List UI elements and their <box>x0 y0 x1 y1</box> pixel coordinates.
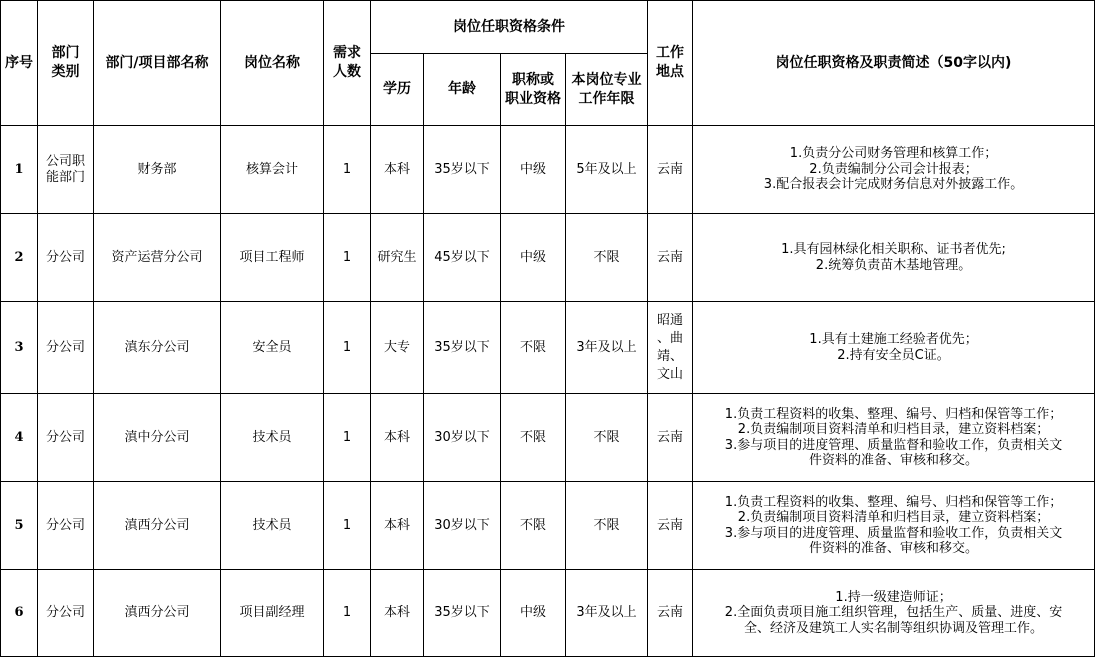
cell-location <box>648 482 693 570</box>
cell-dept-name: 滇西分公司 <box>94 570 221 657</box>
header-text: 职业资格 <box>505 90 561 107</box>
description-line: 3.参与项目的进度管理、质量监督和验收工作，负责相关文 <box>724 437 1063 453</box>
cell-location <box>648 570 693 657</box>
cell-position: 项目工程师 <box>221 214 324 302</box>
cell-position: 核算会计 <box>221 126 324 214</box>
cell-age: 35岁以下 <box>424 570 501 657</box>
cell-education: 大专 <box>371 302 424 394</box>
header-text: 地点 <box>656 64 684 80</box>
cell-dept-name: 滇东分公司 <box>94 302 221 394</box>
header-dept-category <box>38 1 94 126</box>
cell-headcount: 1 <box>324 214 371 302</box>
cell-dept-category <box>38 302 94 394</box>
description-line: 2.全面负责项目施工组织管理，包括生产、质量、进度、安 <box>724 605 1063 621</box>
cell-text: 分公司 <box>45 249 85 265</box>
header-text: 工作年限 <box>578 90 635 107</box>
table-row <box>1 482 1095 570</box>
cell-location <box>648 302 693 394</box>
cell-experience: 不限 <box>566 214 648 302</box>
header-text: 需求 <box>333 45 361 61</box>
description-line: 全、经济及建筑工人实名制等组织协调及管理工作。 <box>743 620 1043 636</box>
cell-title: 不限 <box>501 482 566 570</box>
cell-dept-name: 财务部 <box>94 126 221 214</box>
cell-title: 中级 <box>501 214 566 302</box>
cell-description <box>693 394 1095 482</box>
description-line: 1.持一级建造师证； <box>835 589 952 605</box>
header-text: 部门 <box>51 45 80 61</box>
cell-seq: 6 <box>1 570 38 657</box>
description-line: 2.负责编制分公司会计报表； <box>809 161 978 177</box>
table-row <box>1 570 1095 657</box>
cell-dept-name: 资产运营分公司 <box>94 214 221 302</box>
cell-position: 技术员 <box>221 394 324 482</box>
description-line: 件资料的准备、审核和移交。 <box>808 541 978 556</box>
header-location <box>648 1 693 126</box>
table-row <box>1 302 1095 394</box>
cell-seq: 2 <box>1 214 38 302</box>
cell-location <box>648 214 693 302</box>
description-line: 1.负责分公司财务管理和核算工作； <box>789 146 998 162</box>
cell-education: 研究生 <box>371 214 424 302</box>
cell-headcount: 1 <box>324 302 371 394</box>
cell-text: 、曲 <box>656 330 683 346</box>
cell-text: 云南 <box>656 517 683 533</box>
cell-seq: 1 <box>1 126 38 214</box>
cell-headcount: 1 <box>324 394 371 482</box>
cell-text: 分公司 <box>45 339 85 355</box>
cell-seq: 3 <box>1 302 38 394</box>
cell-headcount: 1 <box>324 570 371 657</box>
header-description: 岗位任职资格及职责简述（50字以内) <box>693 1 1095 126</box>
cell-dept-category <box>38 482 94 570</box>
cell-text: 云南 <box>656 605 683 620</box>
cell-text: 分公司 <box>45 429 85 445</box>
cell-headcount: 1 <box>324 126 371 214</box>
header-headcount <box>324 1 371 126</box>
description-line: 1.负责工程资料的收集、整理、编号、归档和保管等工作； <box>724 406 1063 422</box>
table-row <box>1 214 1095 302</box>
cell-text: 分公司 <box>45 517 85 533</box>
cell-position: 技术员 <box>221 482 324 570</box>
cell-description <box>693 126 1095 214</box>
cell-experience: 不限 <box>566 394 648 482</box>
cell-education: 本科 <box>371 482 424 570</box>
header-title <box>501 54 566 126</box>
header-text: 职称或 <box>512 71 554 88</box>
table-row <box>1 126 1095 214</box>
table-row <box>1 394 1095 482</box>
cell-seq: 5 <box>1 482 38 570</box>
cell-text: 分公司 <box>45 605 85 620</box>
cell-experience: 5年及以上 <box>566 126 648 214</box>
cell-text: 公司职 <box>45 153 85 169</box>
description-line: 3.配合报表会计完成财务信息对外披露工作。 <box>763 177 1024 193</box>
cell-text: 能部门 <box>45 169 85 185</box>
cell-dept-name: 滇西分公司 <box>94 482 221 570</box>
cell-experience: 3年及以上 <box>566 302 648 394</box>
cell-dept-category <box>38 570 94 657</box>
header-dept-name: 部门/项目部名称 <box>94 1 221 126</box>
header-text: 本岗位专业 <box>571 71 642 88</box>
cell-text: 云南 <box>656 161 683 177</box>
description-line: 2.负责编制项目资料清单和归档目录，建立资料档案； <box>737 510 1050 525</box>
cell-description <box>693 302 1095 394</box>
header-seq: 序号 <box>1 1 38 126</box>
cell-description <box>693 570 1095 657</box>
cell-text: 云南 <box>656 249 683 265</box>
description-line: 2.负责编制项目资料清单和归档目录，建立资料档案； <box>737 422 1050 437</box>
description-line: 2.持有安全员C证。 <box>837 347 950 363</box>
cell-dept-category <box>38 126 94 214</box>
cell-education: 本科 <box>371 394 424 482</box>
cell-location <box>648 394 693 482</box>
cell-experience: 3年及以上 <box>566 570 648 657</box>
cell-seq: 4 <box>1 394 38 482</box>
description-line: 2.统筹负责苗木基地管理。 <box>815 257 972 273</box>
description-line: 1.负责工程资料的收集、整理、编号、归档和保管等工作； <box>724 494 1063 510</box>
header-position: 岗位名称 <box>221 1 324 126</box>
cell-title: 中级 <box>501 570 566 657</box>
cell-title: 不限 <box>501 302 566 394</box>
cell-text: 靖、 <box>656 348 683 364</box>
cell-age: 30岁以下 <box>424 394 501 482</box>
header-education: 学历 <box>371 54 424 126</box>
cell-description <box>693 482 1095 570</box>
cell-position: 项目副经理 <box>221 570 324 657</box>
cell-dept-category <box>38 394 94 482</box>
description-line: 1.具有土建施工经验者优先； <box>809 332 978 347</box>
header-text: 工作 <box>656 45 684 61</box>
header-text: 人数 <box>333 64 361 80</box>
cell-age: 35岁以下 <box>424 126 501 214</box>
cell-location <box>648 126 693 214</box>
cell-experience: 不限 <box>566 482 648 570</box>
cell-text: 文山 <box>656 366 683 382</box>
cell-education: 本科 <box>371 126 424 214</box>
cell-dept-category <box>38 214 94 302</box>
cell-education: 本科 <box>371 570 424 657</box>
cell-position: 安全员 <box>221 302 324 394</box>
cell-headcount: 1 <box>324 482 371 570</box>
cell-text: 昭通 <box>656 312 683 328</box>
description-line: 1.具有园林绿化相关职称、证书者优先; <box>781 242 1006 257</box>
cell-dept-name: 滇中分公司 <box>94 394 221 482</box>
cell-age: 30岁以下 <box>424 482 501 570</box>
description-line: 件资料的准备、审核和移交。 <box>808 453 978 468</box>
header-row-1 <box>1 1 1095 54</box>
cell-age: 45岁以下 <box>424 214 501 302</box>
cell-title: 不限 <box>501 394 566 482</box>
header-qualifications-group: 岗位任职资格条件 <box>371 1 648 54</box>
cell-age: 35岁以下 <box>424 302 501 394</box>
description-line: 3.参与项目的进度管理、质量监督和验收工作，负责相关文 <box>724 525 1063 541</box>
header-experience <box>566 54 648 126</box>
header-age: 年龄 <box>424 54 501 126</box>
cell-title: 中级 <box>501 126 566 214</box>
cell-description <box>693 214 1095 302</box>
header-text: 类别 <box>51 64 80 80</box>
cell-text: 云南 <box>656 429 683 445</box>
